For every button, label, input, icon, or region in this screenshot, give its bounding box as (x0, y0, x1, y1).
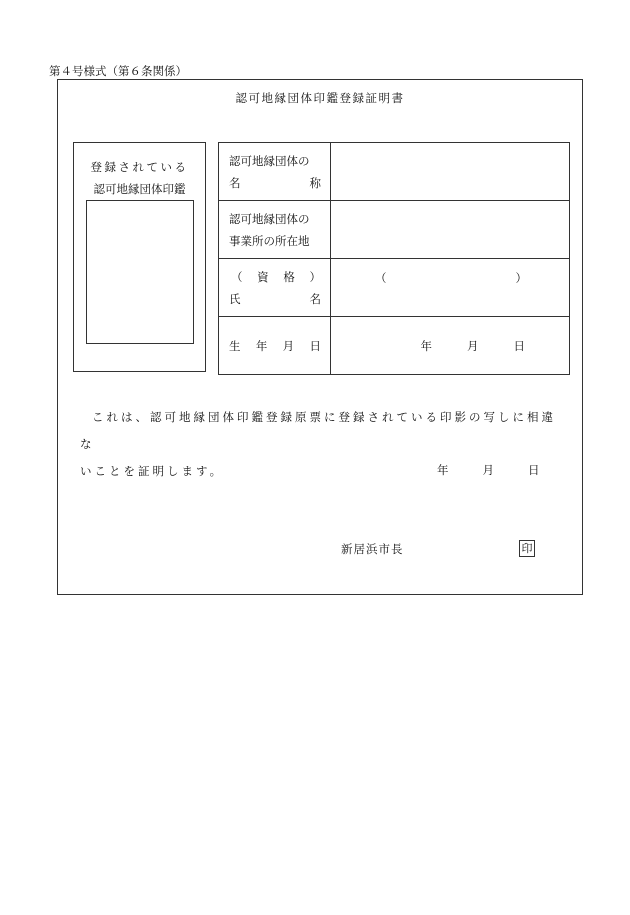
issue-day-unit: 日 (528, 463, 540, 477)
issue-month-unit: 月 (482, 463, 494, 477)
seal-label-line1: 登録されている (90, 160, 189, 174)
form-number: 第４号様式（第６条関係） (49, 64, 187, 78)
birthdate-label-char-3: 月 (282, 338, 295, 353)
representative-name-label-a: 氏 (229, 291, 241, 306)
birth-year-unit: 年 (420, 338, 432, 353)
birth-day-unit: 日 (513, 338, 525, 353)
seal-label-line2: 認可地縁団体印鑑 (93, 182, 186, 196)
office-address-label-line2: 事業所の所在地 (229, 233, 310, 248)
certification-text-line1: これは、認可地縁団体印鑑登録原票に登録されている印影の写しに相違な (80, 410, 556, 451)
birthdate-label-char-1: 生 (229, 338, 241, 353)
birth-month-unit: 月 (467, 338, 479, 353)
group-name-label-b: 称 (309, 175, 321, 190)
birthdate-label-cell (219, 317, 331, 375)
group-name-label-line1: 認可地縁団体の (229, 153, 310, 168)
qualification-char-1: 資 (257, 269, 269, 284)
birthdate-label-char-4: 日 (309, 338, 321, 353)
row-birthdate (219, 317, 570, 375)
issue-date (437, 462, 540, 478)
qualification-char-2: 格 (283, 269, 295, 284)
row-office-address (219, 201, 570, 259)
qualification-open-paren: （ (231, 269, 243, 284)
seal-impression-box (86, 200, 194, 344)
representative-value-cell[interactable] (331, 259, 570, 317)
row-representative (219, 259, 570, 317)
office-address-label-line1: 認可地縁団体の (229, 211, 310, 226)
seal-section-label (73, 156, 206, 200)
certification-text-line2: いことを証明します。 (80, 464, 225, 478)
issue-year-unit: 年 (437, 463, 449, 477)
representative-label-cell (219, 259, 331, 317)
info-table (218, 142, 570, 375)
birthdate-value-cell[interactable] (331, 317, 570, 375)
office-address-value-cell[interactable] (331, 201, 570, 259)
representative-name-label-b: 名 (309, 291, 321, 306)
qualification-close-paren: ） (309, 269, 321, 284)
group-name-value-cell[interactable] (331, 143, 570, 201)
group-name-label-cell (219, 143, 331, 201)
birthdate-label-char-2: 年 (255, 338, 268, 353)
certificate-title: 認可地縁団体印鑑登録証明書 (235, 91, 405, 105)
office-address-label-cell (219, 201, 331, 259)
group-name-label-a: 名 (229, 175, 241, 190)
issuer-title: 新居浜市長 (341, 542, 404, 556)
row-group-name (219, 143, 570, 201)
representative-qualification-open: （ (375, 270, 387, 285)
official-seal-mark: 印 (519, 540, 535, 557)
representative-qualification-close: ） (515, 270, 527, 285)
